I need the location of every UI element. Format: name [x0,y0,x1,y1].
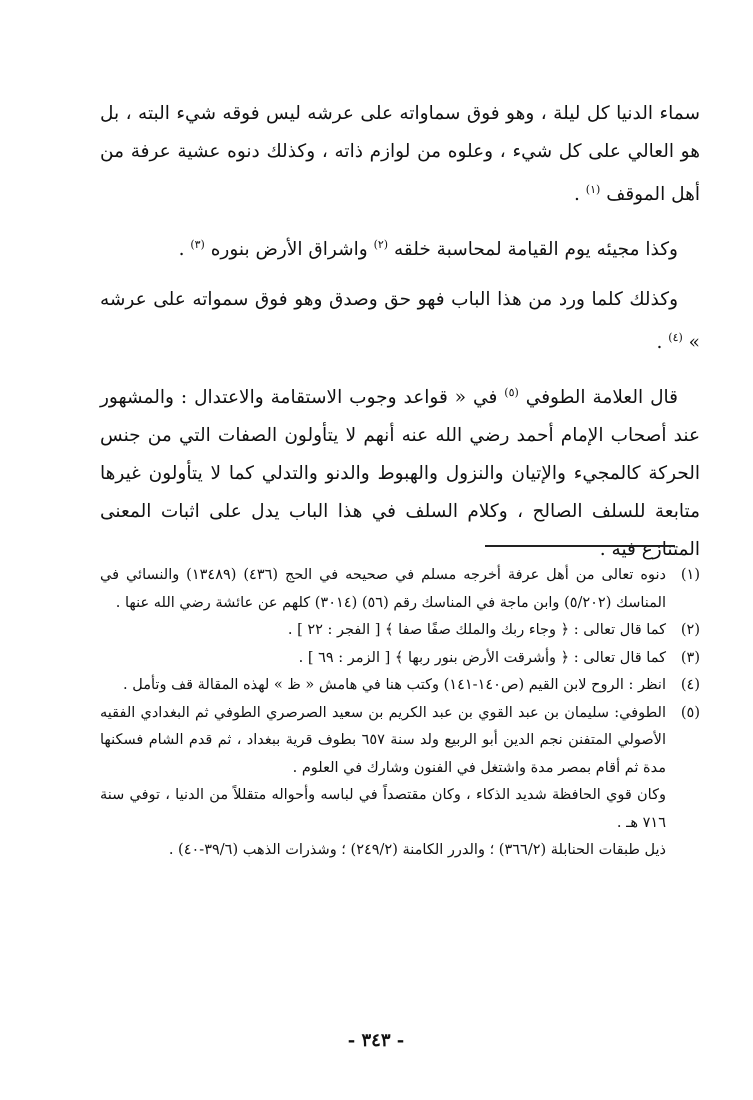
paragraph-2-text: وكذا مجيئه يوم القيامة لمحاسبة خلقه [393,239,678,260]
footnote-1 [100,562,700,617]
footnote-5-continuation-2: ذيل طبقات الحنابلة (٣٦٦/٢) ؛ والدرر الكامنة (٢٤٩/٢) ؛ وشذرات الذهب (٣٩/٦-٤٠) . [168,842,666,858]
footnote-divider [485,545,675,547]
footnote-ref-4: (٤) [668,331,683,344]
footnote-5 [100,700,700,783]
footnote-ref-2: (٢) [373,238,389,251]
paragraph-1-text: سماء الدنيا كل ليلة ، وهو فوق سماواته على عرشه ليس فوقه شيء البته ، بل هو العالي على كل شيء ، وعلوه من لوازم ذاته ، وكذلك دنوه عشية عرفة من أهل الموقف [100,103,700,205]
footnote-2 [100,617,700,645]
footnote-text: انظر : الروح لابن القيم (ص١٤٠-١٤١) وكتب هنا في هامش « ظ » لهذه المقالة قف وتأمل . [123,677,666,693]
footnote-ref-3: (٣) [190,238,205,251]
footnotes [100,562,700,865]
footnote-number: (١) [680,567,700,583]
footnote-number: (٣) [680,649,700,666]
footnote-3 [100,645,700,673]
paragraph-1-end: . [574,184,586,205]
paragraph-2-end: . [178,239,191,260]
footnote-ref-1: (١) [585,183,601,196]
footnote-ref-5: (٥) [504,386,519,399]
footnote-text: دنوه تعالى من أهل عرفة أخرجه مسلم في صحيحه في الحج (٤٣٦) (١٣٤٨٩) والنسائي في المناسك (٥/٢٠٢) وابن ماجة في المناسك رقم (٥٦) (٣٠١٤) كلهم عن عائشة رضي الله عنها . [100,567,666,611]
paragraph-2-mid: واشراق الأرض بنوره [210,239,374,260]
paragraph-3-end: . [656,332,669,353]
paragraph-2 [100,226,700,269]
paragraph-3-text: وكذلك كلما ورد من هذا الباب فهو حق وصدق وهو فوق سمواته على عرشه » [100,289,700,353]
paragraph-4 [100,374,700,569]
main-text [100,95,700,581]
footnote-number: (٥) [680,704,700,721]
footnote-text: كما قال تعالى : ﴿ وأشرقت الأرض بنور ربها ﴾ [ الزمر : ٦٩ ] . [298,649,666,666]
footnote-5-continuation-1: وكان قوي الحافظة شديد الذكاء ، وكان مقتصداً في لباسه وأحواله متقللاً من الدنيا ، توفي سنة ٧١٦ هـ . [100,787,666,831]
paragraph-4-start: قال العلامة الطوفي [525,387,679,408]
footnote-4 [100,672,700,700]
footnote-text: كما قال تعالى : ﴿ وجاء ربك والملك صفًا صفا ﴾ [ الفجر : ٢٢ ] . [287,622,666,638]
footnote-number: (٢) [680,622,700,638]
paragraph-4-text: في « قواعد وجوب الاستقامة والاعتدال : والمشهور عند أصحاب الإمام أحمد رضي الله عنه أنهم لا يتأولون الصفات التي من جنس الحركة كالمجيء والإتيان والنزول والهبوط والدنو والتدلي كما لا يتأولون غيرها متابعة للسلف الصالح ، وكلام السلف في هذا الباب يدل على اثبات المعنى المتنازع فيه . [100,387,700,560]
paragraph-1 [100,95,700,214]
footnote-text: الطوفي: سليمان بن عبد القوي بن عبد الكريم بن سعيد الصرصري الطوفي ثم البغدادي الفقيه الأصولي المتفنن نجم الدين أبو الربيع ولد سنة ٦٥٧ بطوف قرية ببغداد ، ثم قدم الشام فسكنها مدة ثم أقام بمصر مدة واشتغل في الفنون وشارك في العلوم . [100,704,666,776]
footnote-number: (٤) [680,677,700,693]
page-number: - ٣٤٣ - [347,1030,405,1051]
paragraph-3 [100,281,700,362]
